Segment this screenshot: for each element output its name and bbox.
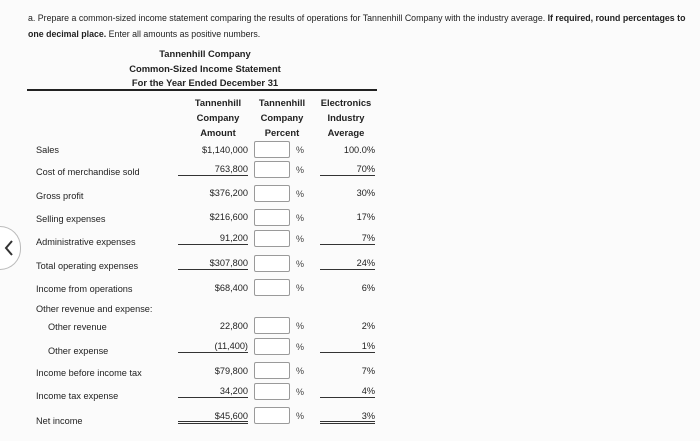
row-label-income-tax-expense: Income tax expense xyxy=(36,391,119,401)
previous-tab[interactable] xyxy=(0,226,21,270)
row-label-sales: Sales xyxy=(36,145,59,155)
row-label-other-revenue: Other revenue xyxy=(48,322,107,332)
row-label-administrative-expenses: Administrative expenses xyxy=(36,237,136,247)
statement-period: For the Year Ended December 31 xyxy=(131,77,279,88)
column-header-percent: Tannenhill Company Percent xyxy=(258,97,306,138)
row-label-net-income: Net income xyxy=(36,416,83,426)
row-label-gross-profit: Gross profit xyxy=(36,191,84,201)
percent-sign: % xyxy=(296,342,305,352)
amount-net-income: $45,600 xyxy=(178,411,248,424)
row-label-income-from-operations: Income from operations xyxy=(36,284,133,294)
percent-sign: % xyxy=(296,234,305,244)
percent-sign: % xyxy=(296,366,305,376)
amount-sales: $1,140,000 xyxy=(202,145,248,155)
row-label-other-expense: Other expense xyxy=(48,346,109,356)
industry-income-before-tax: 7% xyxy=(361,366,375,376)
instructions-text: a. Prepare a common-sized income statement comparing the results of operations for Tannenhill Company with the industry average. If required, round percentages to one decimal place. Enter all amounts as positive numbers. xyxy=(28,13,686,39)
amount-income-before-tax: $79,800 xyxy=(214,366,248,376)
industry-sales: 100.0% xyxy=(343,145,375,155)
percent-input-income-before-tax[interactable] xyxy=(254,362,290,379)
instructions-bold: If required, round percentages to one decimal place. xyxy=(28,13,686,39)
row-label-cost-of-merchandise: Cost of merchandise sold xyxy=(36,167,140,177)
percent-input-cost-of-merchandise[interactable] xyxy=(254,161,290,178)
amount-income-tax-expense: 34,200 xyxy=(178,386,248,398)
industry-other-expense: 1% xyxy=(320,341,375,353)
amount-income-from-operations: $68,400 xyxy=(214,283,248,293)
percent-sign: % xyxy=(296,283,305,293)
percent-sign: % xyxy=(296,411,305,421)
row-label-other-revenue-and-expense: Other revenue and expense: xyxy=(36,304,153,314)
percent-input-other-expense[interactable] xyxy=(254,338,290,355)
amount-other-revenue: 22,800 xyxy=(219,321,248,331)
row-label-income-before-tax: Income before income tax xyxy=(36,368,142,378)
statement-title: Common-Sized Income Statement xyxy=(129,63,281,74)
industry-cost-of-merchandise: 70% xyxy=(320,164,375,176)
amount-administrative-expenses: 91,200 xyxy=(178,233,248,245)
row-label-selling-expenses: Selling expenses xyxy=(36,214,106,224)
amount-total-operating-expenses: $307,800 xyxy=(178,258,248,270)
industry-net-income: 3% xyxy=(320,411,375,424)
percent-sign: % xyxy=(296,387,305,397)
header-rule xyxy=(27,89,377,91)
percent-input-income-tax-expense[interactable] xyxy=(254,383,290,400)
chevron-left-icon xyxy=(3,239,15,257)
percent-input-selling-expenses[interactable] xyxy=(254,209,290,226)
column-header-amount: Tannenhill Company Amount xyxy=(194,97,242,138)
industry-total-operating-expenses: 24% xyxy=(320,258,375,270)
percent-input-administrative-expenses[interactable] xyxy=(254,230,290,247)
amount-gross-profit: $376,200 xyxy=(209,188,248,198)
industry-other-revenue: 2% xyxy=(361,321,375,331)
industry-income-from-operations: 6% xyxy=(361,283,375,293)
row-label-total-operating-expenses: Total operating expenses xyxy=(36,261,139,271)
percent-sign: % xyxy=(296,189,305,199)
column-header-industry: Electronics Industry Average xyxy=(320,97,372,138)
amount-other-expense: (11,400) xyxy=(178,341,248,353)
industry-gross-profit: 30% xyxy=(356,188,375,198)
industry-selling-expenses: 17% xyxy=(356,212,375,222)
percent-input-income-from-operations[interactable] xyxy=(254,279,290,296)
percent-sign: % xyxy=(296,145,305,155)
percent-input-net-income[interactable] xyxy=(254,407,290,424)
percent-input-gross-profit[interactable] xyxy=(254,185,290,202)
instructions xyxy=(28,10,696,42)
percent-sign: % xyxy=(296,259,305,269)
percent-sign: % xyxy=(296,213,305,223)
percent-sign: % xyxy=(296,165,305,175)
amount-cost-of-merchandise: 763,800 xyxy=(178,164,248,176)
percent-input-total-operating-expenses[interactable] xyxy=(254,255,290,272)
percent-input-sales[interactable] xyxy=(254,141,290,158)
percent-input-other-revenue[interactable] xyxy=(254,317,290,334)
amount-selling-expenses: $216,600 xyxy=(209,212,248,222)
industry-income-tax-expense: 4% xyxy=(320,386,375,398)
company-name: Tannenhill Company xyxy=(159,48,251,59)
percent-sign: % xyxy=(296,321,305,331)
industry-administrative-expenses: 7% xyxy=(320,233,375,245)
